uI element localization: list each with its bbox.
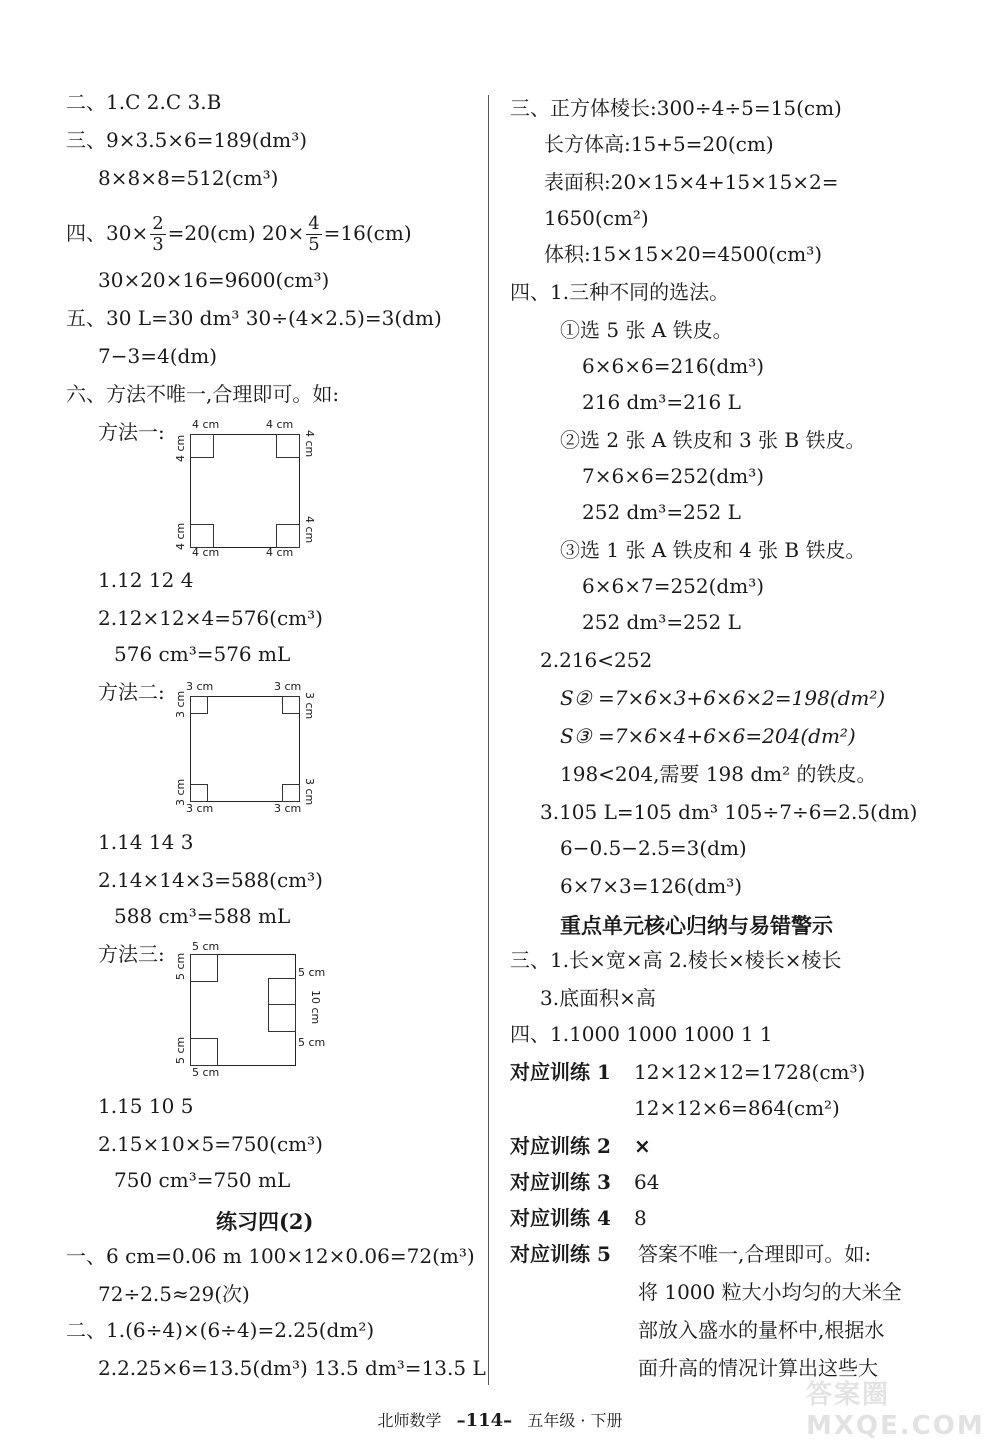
corner-cutout bbox=[282, 696, 300, 714]
cross-mark: × bbox=[634, 1134, 651, 1158]
method-label: 方法一: bbox=[98, 420, 165, 444]
answer-line: 答案不唯一,合理即可。如: bbox=[638, 1242, 872, 1266]
dim-label: 3 cm bbox=[174, 778, 187, 806]
square-cutout-diagram bbox=[170, 680, 330, 820]
answer-line: 一、6 cm=0.06 m 100×12×0.06=72(m³) bbox=[66, 1244, 475, 1268]
section-title: 练习四(2) bbox=[216, 1209, 314, 1234]
dim-label: 4 cm bbox=[192, 418, 220, 431]
corner-cutout bbox=[190, 954, 218, 982]
answer-line: 3.105 L=105 dm³ 105÷7÷6=2.5(dm) bbox=[540, 800, 918, 824]
dim-label: 3 cm bbox=[174, 690, 187, 718]
answer-line: 6×7×3=126(dm³) bbox=[560, 874, 743, 898]
training-label: 对应训练 1 bbox=[510, 1060, 611, 1084]
answer-line: 将 1000 粒大小均匀的大米全 bbox=[638, 1280, 902, 1304]
answer-line: 1650(cm²) bbox=[544, 206, 649, 230]
footer-grade: 五年级 · 下册 bbox=[527, 1411, 623, 1430]
answer-line: S③ =7×6×4+6×6=204(dm²) bbox=[560, 724, 856, 748]
answer-line: 576 cm³=576 mL bbox=[114, 642, 291, 666]
answer-line: 64 bbox=[634, 1170, 660, 1194]
corner-cutout bbox=[190, 696, 208, 714]
dim-label: 4 cm bbox=[174, 434, 187, 462]
answer-line: 72÷2.5≈29(次) bbox=[98, 1282, 250, 1306]
dim-label: 4 cm bbox=[303, 430, 316, 458]
answer-line: 252 dm³=252 L bbox=[582, 610, 741, 634]
answer-line: 7×6×6=252(dm³) bbox=[582, 464, 765, 488]
dim-label: 5 cm bbox=[298, 966, 326, 979]
section-title: 重点单元核心归纳与易错警示 bbox=[560, 913, 833, 938]
answer-line: 二、1.(6÷4)×(6÷4)=2.25(dm²) bbox=[66, 1318, 375, 1342]
training-label: 对应训练 2 bbox=[510, 1134, 611, 1158]
rectangle-cutout-diagram bbox=[170, 940, 350, 1080]
dim-label: 10 cm bbox=[309, 990, 322, 1025]
dim-label: 4 cm bbox=[266, 418, 294, 431]
answer-line: 表面积:20×15×4+15×15×2= bbox=[544, 170, 839, 194]
corner-cutout bbox=[282, 784, 300, 802]
answer-line: 6−0.5−2.5=3(dm) bbox=[560, 836, 747, 860]
answer-line: 588 cm³=588 mL bbox=[114, 904, 291, 928]
answer-line: 体积:15×15×20=4500(cm³) bbox=[544, 242, 823, 266]
answer-line: 216 dm³=216 L bbox=[582, 390, 741, 414]
dim-label: 3 cm bbox=[186, 680, 214, 693]
page-number: –114– bbox=[456, 1410, 513, 1431]
answer-line: 8 bbox=[634, 1206, 647, 1230]
dim-label: 4 cm bbox=[174, 522, 187, 550]
answer-line: 五、30 L=30 dm³ 30÷(4×2.5)=3(dm) bbox=[66, 306, 442, 330]
answer-line: 2.12×12×4=576(cm³) bbox=[98, 606, 323, 630]
answer-line: 二、1.C 2.C 3.B bbox=[66, 90, 222, 114]
dim-label: 4 cm bbox=[192, 546, 220, 559]
dim-label: 3 cm bbox=[186, 802, 214, 815]
answer-line: 6×6×7=252(dm³) bbox=[582, 574, 765, 598]
answer-line: 12×12×12=1728(cm³) bbox=[634, 1060, 866, 1084]
training-label: 对应训练 4 bbox=[510, 1206, 611, 1230]
answer-line: 252 dm³=252 L bbox=[582, 500, 741, 524]
watermark-logo: 答案圈 MXQE.COM bbox=[806, 1380, 985, 1441]
answer-line: ③选 1 张 A 铁皮和 4 张 B 铁皮。 bbox=[560, 538, 866, 562]
side-cutout bbox=[268, 1004, 296, 1032]
fraction: $\frac{4}{5}$ bbox=[308, 213, 320, 255]
answer-line: 2.15×10×5=750(cm³) bbox=[98, 1132, 323, 1156]
answer-line: ①选 5 张 A 铁皮。 bbox=[560, 318, 733, 342]
answer-line: 750 cm³=750 mL bbox=[114, 1168, 291, 1192]
corner-cutout bbox=[190, 1038, 218, 1066]
answer-line: 四、1.1000 1000 1000 1 1 bbox=[510, 1022, 773, 1046]
answer-line: 三、1.长×宽×高 2.棱长×棱长×棱长 bbox=[510, 948, 842, 972]
dim-label: 4 cm bbox=[303, 516, 316, 544]
method-label: 方法二: bbox=[98, 680, 165, 704]
dim-label: 5 cm bbox=[174, 1036, 187, 1064]
answer-line: 30×20×16=9600(cm³) bbox=[98, 268, 330, 292]
corner-cutout bbox=[190, 784, 208, 802]
answer-line: 面升高的情况计算出这些大 bbox=[638, 1356, 878, 1380]
square-cutout-diagram bbox=[170, 418, 330, 558]
answer-line: 2.216<252 bbox=[540, 648, 653, 672]
answer-line: 1.14 14 3 bbox=[98, 830, 194, 854]
dim-label: 3 cm bbox=[303, 778, 316, 806]
answer-line: S② =7×6×3+6×6×2=198(dm²) bbox=[560, 686, 886, 710]
answer-line: 三、正方体棱长:300÷4÷5=15(cm) bbox=[510, 96, 842, 120]
answer-line-fractions: 四、30× $\frac{2}{3}$ =20(cm) 20× $\frac{4}{5}$ =16(cm) bbox=[66, 213, 412, 255]
corner-cutout bbox=[190, 524, 214, 548]
dim-label: 5 cm bbox=[174, 952, 187, 980]
footer-subject: 北师数学 bbox=[377, 1411, 442, 1430]
dim-label: 3 cm bbox=[274, 680, 302, 693]
answer-line: 1.12 12 4 bbox=[98, 568, 194, 592]
dim-label: 5 cm bbox=[192, 1066, 220, 1079]
training-label: 对应训练 5 bbox=[510, 1242, 611, 1266]
dim-label: 5 cm bbox=[192, 940, 220, 953]
answer-line: 部放入盛水的量杯中,根据水 bbox=[638, 1318, 885, 1342]
dim-label: 3 cm bbox=[303, 692, 316, 720]
answer-line: 3.底面积×高 bbox=[540, 986, 656, 1010]
corner-cutout bbox=[276, 524, 300, 548]
side-cutout bbox=[268, 978, 296, 1006]
answer-line: ②选 2 张 A 铁皮和 3 张 B 铁皮。 bbox=[560, 428, 866, 452]
column-divider bbox=[488, 95, 489, 1385]
fraction: $\frac{2}{3}$ bbox=[152, 213, 164, 255]
answer-line: 六、方法不唯一,合理即可。如: bbox=[66, 382, 340, 406]
corner-cutout bbox=[276, 434, 300, 458]
training-label: 对应训练 3 bbox=[510, 1170, 611, 1194]
dim-label: 3 cm bbox=[274, 802, 302, 815]
answer-line: 1.15 10 5 bbox=[98, 1094, 194, 1118]
answer-line: 12×12×6=864(cm²) bbox=[634, 1096, 840, 1120]
answer-line: 198<204,需要 198 dm² 的铁皮。 bbox=[560, 762, 877, 786]
corner-cutout bbox=[190, 434, 214, 458]
answer-line: 三、9×3.5×6=189(dm³) bbox=[66, 128, 308, 152]
dim-label: 4 cm bbox=[266, 546, 294, 559]
answer-line: 8×8×8=512(cm³) bbox=[98, 166, 279, 190]
answer-line: 2.2.25×6=13.5(dm³) 13.5 dm³=13.5 L bbox=[98, 1356, 486, 1380]
answer-line: 四、1.三种不同的选法。 bbox=[510, 280, 730, 304]
answer-line: 2.14×14×3=588(cm³) bbox=[98, 868, 323, 892]
method-label: 方法三: bbox=[98, 942, 165, 966]
answer-line: 长方体高:15+5=20(cm) bbox=[544, 132, 774, 156]
answer-line: 7−3=4(dm) bbox=[98, 344, 218, 368]
dim-label: 5 cm bbox=[298, 1036, 326, 1049]
answer-line: 6×6×6=216(dm³) bbox=[582, 354, 765, 378]
